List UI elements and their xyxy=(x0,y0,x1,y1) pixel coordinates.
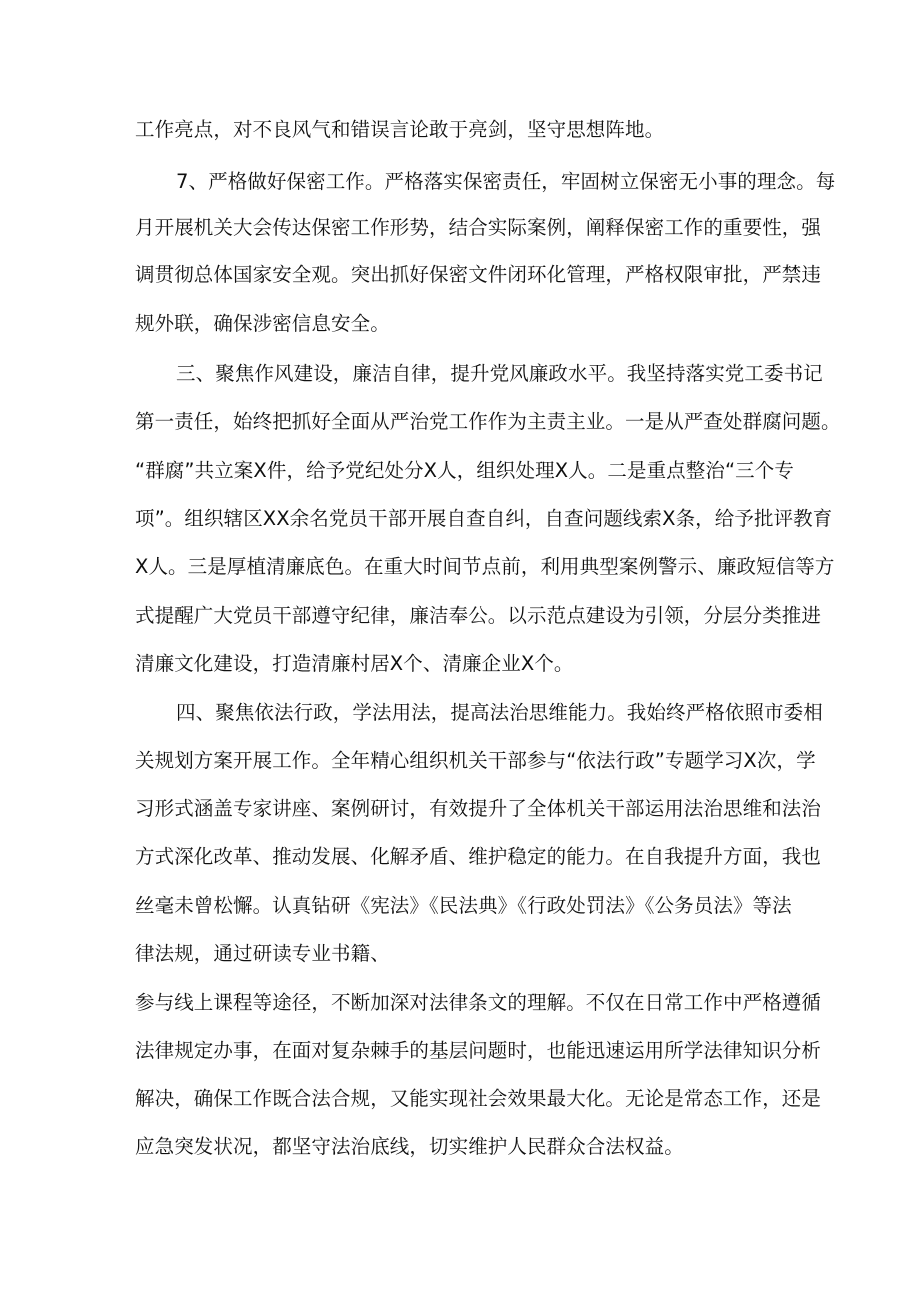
text-line: 法律规定办事，在面对复杂棘手的基层问题时，也能迅速运用所学法律知识分析 xyxy=(135,1039,822,1062)
text-line: 第一责任，始终把抓好全面从严治党工作作为主责主业。一是从严查处群腐问题。 xyxy=(135,410,841,433)
text-line: 三、聚焦作风建设，廉洁自律，提升党风廉政水平。我坚持落实党工委书记 xyxy=(176,362,823,385)
text-line: 项”。组织辖区XX余名党员干部开展自查自纠，自查问题线索X条，给予批评教育 xyxy=(135,507,833,530)
text-line: 月开展机关大会传达保密工作形势，结合实际案例，阐释保密工作的重要性，强 xyxy=(135,216,822,239)
text-line: 规外联，确保涉密信息安全。 xyxy=(135,312,390,335)
text-line: “群腐”共立案X件，给予党纪处分X人，组织处理X人。二是重点整治“三个专 xyxy=(135,459,794,482)
text-line: 应急突发状况，都坚守法治底线，切实维护人民群众合法权益。 xyxy=(135,1135,684,1158)
text-line: 解决，确保工作既合法合规，又能实现社会效果最大化。无论是常态工作，还是 xyxy=(135,1087,822,1110)
text-line: 律法规，通过研读专业书籍、 xyxy=(135,942,390,965)
text-line: 调贯彻总体国家安全观。突出抓好保密文件闭环化管理，严格权限审批，严禁违 xyxy=(135,263,822,286)
text-line: 7、严格做好保密工作。严格落实保密责任，牢固树立保密无小事的理念。每 xyxy=(176,170,836,193)
text-line: 工作亮点，对不良风气和错误言论敢于亮剑，坚守思想阵地。 xyxy=(135,118,665,141)
text-line: 丝毫未曾松懈。认真钻研《宪法》《民法典》《行政处罚法》《公务员法》等法 xyxy=(135,894,792,917)
text-line: 方式深化改革、推动发展、化解矛盾、维护稳定的能力。在自我提升方面，我也 xyxy=(135,845,822,868)
text-line: 关规划方案开展工作。全年精心组织机关干部参与“依法行政”专题学习X次，学 xyxy=(135,749,816,772)
text-line: 习形式涵盖专家讲座、案例研讨，有效提升了全体机关干部运用法治思维和法治 xyxy=(135,797,822,820)
text-line: 清廉文化建设，打造清廉村居X个、清廉企业X个。 xyxy=(135,652,574,675)
text-line: 四、聚焦依法行政，学法用法，提高法治思维能力。我始终严格依照市委相 xyxy=(176,701,823,724)
text-line: X人。三是厚植清廉底色。在重大时间节点前，利用典型案例警示、廉政短信等方 xyxy=(135,555,835,578)
text-line: 式提醒广大党员干部遵守纪律，廉洁奉公。以示范点建设为引领，分层分类推进 xyxy=(135,604,822,627)
text-line: 参与线上课程等途径，不断加深对法律条文的理解。不仅在日常工作中严格遵循 xyxy=(135,991,822,1014)
